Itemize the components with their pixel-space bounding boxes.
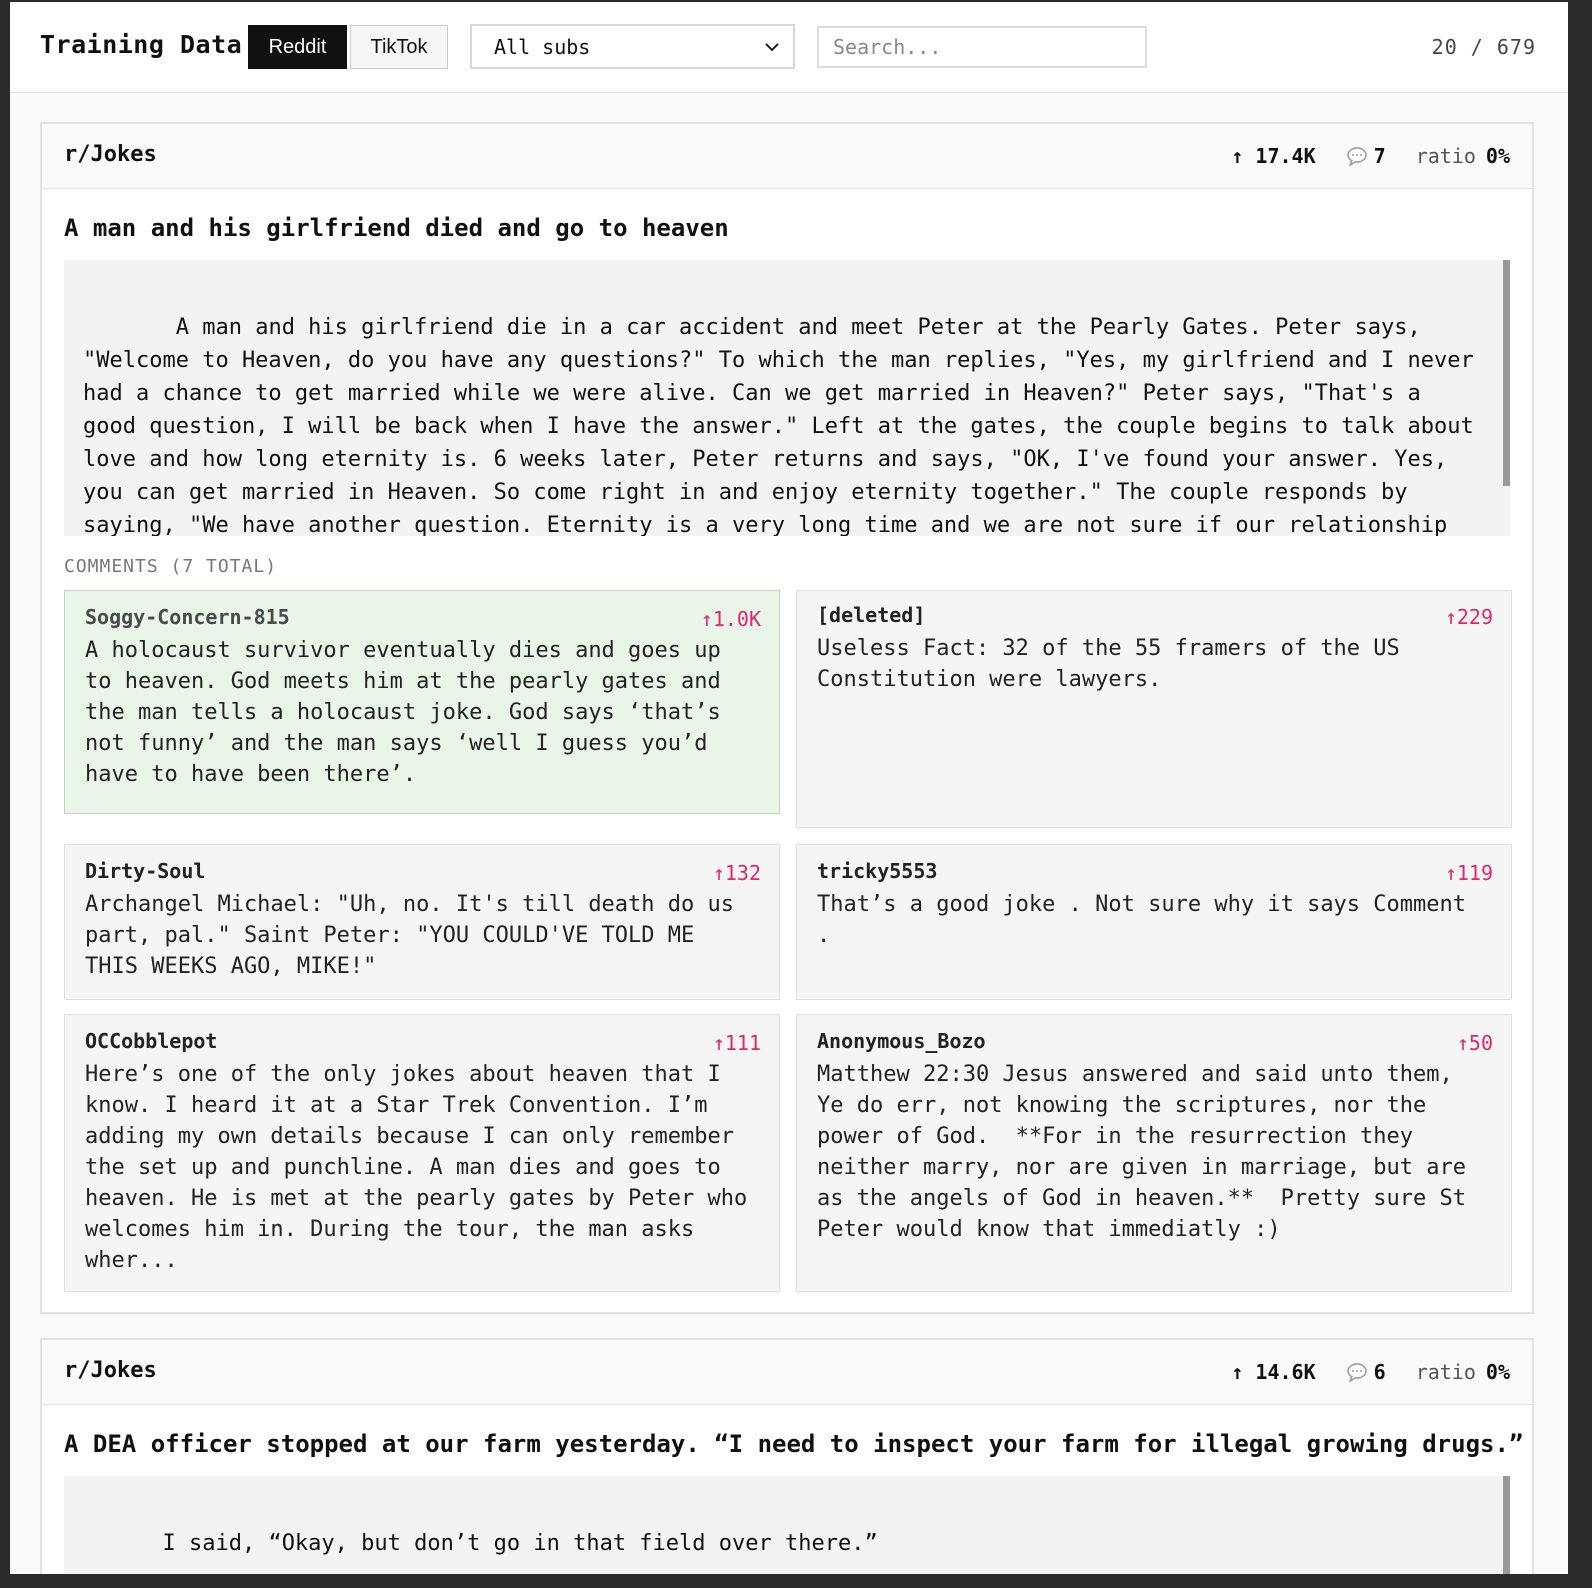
- post-stats: [1231, 1360, 1510, 1384]
- comment-bubble-icon: [1346, 1362, 1368, 1382]
- comment-text: A holocaust survivor eventually dies and goes up to heaven. God meets him at the pearly gates and the man tells a holocaust joke. God says ‘that’s not funny’ and the man says ‘well I guess you’d have to have been there’.: [85, 638, 735, 787]
- comment-author[interactable]: OCCobblepot: [85, 1029, 218, 1053]
- comment-author[interactable]: [deleted]: [817, 603, 926, 627]
- sub-filter-select[interactable]: [470, 24, 795, 69]
- post-header: [42, 124, 1532, 189]
- post-title: A man and his girlfriend died and go to heaven: [64, 214, 729, 242]
- post-body[interactable]: [64, 1476, 1510, 1574]
- upvote-count: ↑ 17.4K: [1231, 144, 1316, 168]
- comment-text: That’s a good joke . Not sure why it says Comment .: [817, 892, 1480, 948]
- app-title: Training Data: [40, 30, 243, 59]
- top-bar: [10, 2, 1568, 93]
- scrollbar-thumb[interactable]: [1503, 260, 1510, 486]
- comment-author[interactable]: Dirty-Soul: [85, 859, 206, 883]
- comment-card: [796, 590, 1512, 828]
- comment-text: Useless Fact: 32 of the 55 framers of the US Constitution were lawyers.: [817, 636, 1414, 692]
- comment-count-value: 6: [1373, 1360, 1386, 1384]
- ratio-value: 0%: [1485, 1360, 1510, 1384]
- comment-card: [796, 844, 1512, 1000]
- subreddit-label: r/Jokes: [64, 1358, 157, 1383]
- post-header: [42, 1340, 1532, 1405]
- ratio-label: ratio: [1415, 1360, 1476, 1384]
- comment-bubble-icon: [1346, 146, 1368, 166]
- post-title: A DEA officer stopped at our farm yesterday. “I need to inspect your farm for illegal growing drugs.”: [64, 1430, 1524, 1458]
- ratio-value: 0%: [1485, 144, 1510, 168]
- scrollbar-thumb[interactable]: [1503, 1476, 1510, 1574]
- post-card: [40, 1338, 1534, 1574]
- comment-author[interactable]: Soggy-Concern-815: [85, 605, 290, 629]
- comment-score: ↑111: [712, 1031, 761, 1055]
- comment-score: ↑132: [712, 861, 761, 885]
- comment-card: [64, 844, 780, 1000]
- comment-score: ↑50: [1456, 1031, 1493, 1055]
- tab-tiktok[interactable]: TikTok: [350, 25, 448, 69]
- post-card: [40, 122, 1534, 1314]
- comment-score: ↑119: [1444, 861, 1493, 885]
- comment-count: [1346, 144, 1386, 168]
- sub-filter-value: All subs: [494, 34, 591, 59]
- comment-text: Archangel Michael: "Uh, no. It's till death do us part, pal." Saint Peter: "YOU COULD'VE TOLD ME THIS WEEKS AGO, MIKE!": [85, 892, 748, 979]
- post-body[interactable]: [64, 260, 1510, 536]
- search-input[interactable]: [817, 26, 1147, 68]
- comment-score: ↑1.0K: [700, 607, 761, 631]
- comment-count-value: 7: [1373, 144, 1386, 168]
- comments-label: COMMENTS (7 TOTAL): [64, 556, 278, 577]
- comment-author[interactable]: tricky5553: [817, 859, 938, 883]
- app-window: [10, 2, 1568, 1574]
- upvote-count: ↑ 14.6K: [1231, 1360, 1316, 1384]
- result-counter: 20 / 679: [1431, 35, 1536, 59]
- comment-author[interactable]: Anonymous_Bozo: [817, 1029, 986, 1053]
- post-body-text: I said, “Okay, but don’t go in that field over there.”: [162, 1531, 878, 1556]
- comment-card: [64, 590, 780, 814]
- post-stats: [1231, 144, 1510, 168]
- tab-reddit[interactable]: Reddit: [248, 25, 347, 69]
- chevron-down-icon: [763, 38, 781, 56]
- post-body-text: A man and his girlfriend die in a car accident and meet Peter at the Pearly Gates. Peter says, "Welcome to Heaven, do you have any questions?" To which the man replies, "Yes, my girlfriend and I never had a chance to get married while we were alive. Can we get married in Heaven?" Peter says, "That's a good question, I will be back when I have the answer." Left at the gates, the couple begins to talk about love and how long eternity is. 6 weeks later, Peter returns and says, "OK, I've found your answer. Yes, you can get married in Heaven. So come right in and enjoy eternity together." The couple responds by saying, "We have another question. Eternity is a very long time and we are not sure if our relationship: [83, 315, 1474, 536]
- comment-card: [796, 1014, 1512, 1292]
- comment-card: [64, 1014, 780, 1292]
- subreddit-label: r/Jokes: [64, 142, 157, 167]
- ratio-label: ratio: [1415, 144, 1476, 168]
- comment-text: Here’s one of the only jokes about heaven that I know. I heard it at a Star Trek Convention. I’m adding my own details because I can only remember the set up and punchline. A man dies and goes to heaven. He is met at the pearly gates by Peter who welcomes him in. During the tour, the man asks wher...: [85, 1062, 761, 1273]
- comment-text: Matthew 22:30 Jesus answered and said unto them, Ye do err, not knowing the scriptures, nor the power of God. **For in the resurrection they neither marry, nor are given in marriage, but are as the angels of God in heaven.** Pretty sure St Peter would know that immediatly :): [817, 1062, 1480, 1242]
- comment-count: [1346, 1360, 1386, 1384]
- comment-score: ↑229: [1444, 605, 1493, 629]
